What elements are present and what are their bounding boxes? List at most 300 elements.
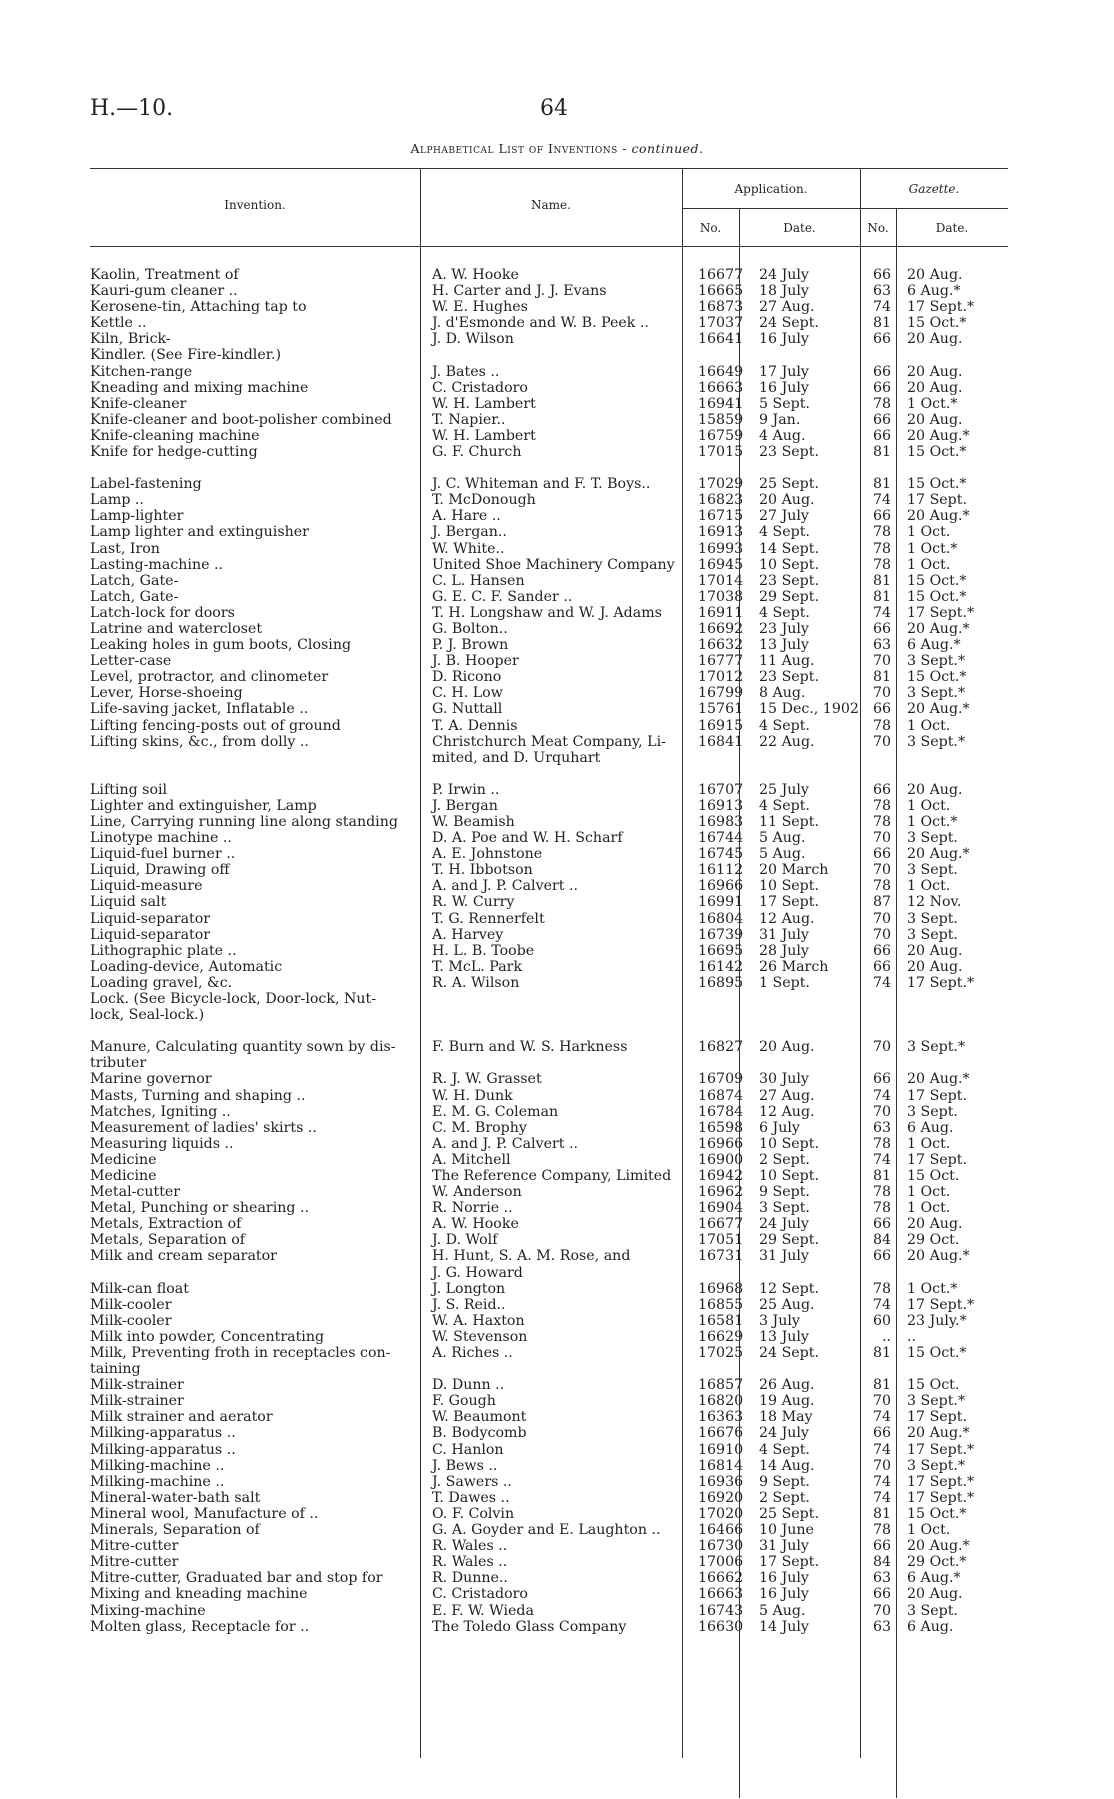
table-row (90, 1442, 1008, 1458)
gazette-number-cell: .. (881, 1328, 891, 1345)
gazette-date-cell: 6 Aug.* (907, 637, 961, 654)
application-date-cell: 2 Sept. (759, 1489, 810, 1506)
name-cell: W. Beaumont (432, 1409, 527, 1426)
table-row (90, 1168, 1008, 1184)
table-row (90, 1425, 1008, 1441)
application-number-cell: 16962 (698, 1184, 744, 1201)
gazette-number-cell: 70 (872, 830, 891, 847)
invention-cell: Lamp .. (90, 492, 144, 509)
col-header-name: Name. (531, 198, 571, 212)
name-cell: G. F. Church (432, 444, 522, 461)
name-cell: H. Hunt, S. A. M. Rose, and (432, 1248, 631, 1265)
gazette-number-cell: 63 (872, 1570, 891, 1587)
invention-cell: Matches, Igniting .. (90, 1103, 231, 1120)
invention-cell: lock, Seal-lock.) (90, 1007, 205, 1024)
table-row (90, 524, 1008, 540)
gazette-date-cell: 17 Sept. (907, 492, 967, 509)
table-row (90, 1361, 1008, 1377)
name-cell: G. A. Goyder and E. Laughton .. (432, 1522, 661, 1539)
name-cell: O. F. Colvin (432, 1505, 515, 1522)
application-date-cell: 3 July (759, 1312, 800, 1329)
invention-cell: Manure, Calculating quantity sown by dis- (90, 1039, 396, 1056)
application-number-cell: 17014 (698, 572, 744, 589)
gazette-number-cell: 78 (872, 524, 891, 541)
application-number-cell: 17012 (698, 669, 744, 686)
application-date-cell: 16 July (759, 331, 809, 348)
name-cell: J. D. Wilson (432, 331, 514, 348)
gazette-date-cell: 1 Oct. (907, 878, 951, 895)
application-number-cell: 16874 (698, 1087, 744, 1104)
name-cell: A. W. Hooke (432, 1216, 519, 1233)
name-cell: R. Norrie .. (432, 1200, 513, 1217)
invention-cell: Liquid-fuel burner .. (90, 846, 236, 863)
table-row (90, 1619, 1008, 1635)
gazette-number-cell: 66 (872, 620, 891, 637)
gazette-date-cell: 20 Aug.* (907, 508, 970, 525)
application-date-cell: 19 Aug. (759, 1393, 815, 1410)
invention-cell: Liquid-separator (90, 926, 211, 943)
gazette-number-cell: 81 (872, 1377, 891, 1394)
application-number-cell: 16968 (698, 1280, 744, 1297)
header-mid-rule (682, 208, 1008, 209)
application-number-cell: 17051 (698, 1232, 744, 1249)
gazette-number-cell (859, 991, 895, 1007)
table-row (90, 1152, 1008, 1168)
table-row (90, 1522, 1008, 1538)
invention-cell: Kiln, Brick- (90, 331, 171, 348)
application-date-cell: 9 Jan. (759, 411, 801, 428)
gazette-date-cell: 20 Aug. (907, 1586, 963, 1603)
col-header-application: Application. (734, 182, 808, 196)
invention-cell: Life-saving jacket, Inflatable .. (90, 701, 309, 718)
invention-cell: Lithographic plate .. (90, 942, 237, 959)
name-cell (420, 991, 694, 1007)
table-row (90, 331, 1008, 347)
gazette-number-cell (859, 1007, 895, 1023)
name-cell: H. L. B. Toobe (432, 942, 535, 959)
gazette-date-cell: 3 Sept.* (907, 1039, 966, 1056)
application-date-cell: 15 Dec., 1902 (759, 701, 859, 718)
application-date-cell: 27 Aug. (759, 1087, 815, 1104)
gazette-date-cell: 17 Sept.* (907, 974, 975, 991)
invention-cell: Milk, Preventing froth in receptacles con- (90, 1345, 391, 1361)
invention-cell: Liquid-measure (90, 878, 203, 895)
invention-cell: Metal, Punching or shearing .. (90, 1200, 309, 1217)
table-row (90, 1297, 1008, 1313)
name-cell: J. S. Reid.. (432, 1296, 506, 1313)
application-number-cell: 16827 (698, 1039, 744, 1056)
invention-cell: Metal-cutter (90, 1184, 181, 1201)
invention-cell: Mitre-cutter (90, 1554, 179, 1571)
gazette-number-cell: 70 (872, 1039, 891, 1056)
name-cell: J. D. Wolf (432, 1232, 498, 1249)
application-number-cell: 17015 (698, 444, 744, 461)
name-cell: T. Dawes .. (432, 1489, 510, 1506)
application-number-cell: 16581 (698, 1312, 744, 1329)
gazette-date-cell (895, 1055, 1007, 1071)
table-row (90, 364, 1008, 380)
application-number-cell: 16745 (698, 846, 744, 863)
gazette-number-cell: 78 (872, 878, 891, 895)
gazette-date-cell (895, 347, 1007, 363)
gazette-number-cell: 66 (872, 701, 891, 718)
col-header-app-date: Date. (783, 221, 816, 235)
name-cell: C. Hanlon (432, 1441, 504, 1458)
gazette-date-cell: 17 Sept.* (907, 1489, 975, 1506)
table-row (90, 444, 1008, 460)
name-cell (420, 347, 694, 363)
application-date-cell: 20 Aug. (759, 492, 815, 509)
invention-cell: Latch, Gate- (90, 572, 179, 589)
name-cell: G. Bolton.. (432, 620, 508, 637)
name-cell: D. Dunn .. (432, 1377, 505, 1394)
application-date-cell: 25 Aug. (759, 1296, 815, 1313)
table-row (90, 669, 1008, 685)
gazette-number-cell: 70 (872, 733, 891, 750)
application-date-cell: 16 July (759, 379, 809, 396)
invention-cell: Mixing-machine (90, 1602, 206, 1619)
gazette-number-cell: 70 (872, 862, 891, 879)
application-number-cell: 16598 (698, 1119, 744, 1136)
gazette-number-cell: 74 (872, 604, 891, 621)
table-row (90, 1554, 1008, 1570)
gazette-date-cell: 29 Oct. (907, 1232, 960, 1249)
invention-cell: taining (90, 1361, 141, 1378)
table-row (90, 943, 1008, 959)
invention-cell: Marine governor (90, 1071, 212, 1088)
name-cell: J. B. Hooper (432, 653, 519, 670)
name-cell: United Shoe Machinery Company (432, 556, 675, 573)
invention-cell: Milking-machine .. (90, 1473, 225, 1490)
gazette-date-cell: 12 Nov. (907, 894, 962, 911)
invention-cell: Knife-cleaner (90, 395, 187, 412)
invention-cell: Molten glass, Receptacle for .. (90, 1618, 310, 1635)
application-date-cell: 8 Aug. (759, 685, 806, 702)
application-number-cell: 16630 (698, 1618, 744, 1635)
application-number-cell: 16945 (698, 556, 744, 573)
table-row (90, 1071, 1008, 1087)
application-number-cell: 15761 (698, 701, 744, 718)
table-row (90, 299, 1008, 315)
name-cell: W. Anderson (432, 1184, 522, 1201)
gazette-number-cell: 81 (872, 1167, 891, 1184)
gazette-number-cell: 63 (872, 1618, 891, 1635)
gazette-number-cell: 87 (872, 894, 891, 911)
invention-cell: Lifting fencing-posts out of ground (90, 717, 341, 734)
name-cell: C. L. Hansen (432, 572, 525, 589)
table-row (90, 1184, 1008, 1200)
gazette-number-cell: 63 (872, 283, 891, 300)
gazette-date-cell: 1 Oct. (907, 797, 951, 814)
gazette-number-cell: 66 (872, 942, 891, 959)
table-row (90, 1474, 1008, 1490)
gazette-number-cell: 74 (872, 1409, 891, 1426)
invention-cell: Metals, Separation of (90, 1232, 246, 1249)
invention-cell: Medicine (90, 1151, 157, 1168)
application-date-cell: 5 Aug. (759, 1602, 806, 1619)
header-top-rule (90, 168, 1008, 169)
gazette-date-cell: 3 Sept. (907, 1103, 958, 1120)
invention-cell: Kauri-gum cleaner .. (90, 283, 238, 300)
application-number-cell: 16641 (698, 331, 744, 348)
name-cell: W. A. Haxton (432, 1312, 525, 1329)
application-date-cell: 27 Aug. (759, 299, 815, 316)
table-row (90, 1458, 1008, 1474)
table-row (90, 573, 1008, 589)
name-cell: P. J. Brown (432, 637, 509, 654)
invention-cell: Knife-cleaner and boot-polisher combined (90, 411, 392, 428)
gazette-number-cell: 70 (872, 910, 891, 927)
gazette-date-cell: 1 Oct.* (907, 540, 958, 557)
table-row (90, 283, 1008, 299)
application-date-cell: 13 July (759, 637, 809, 654)
name-cell: T. McDonough (432, 492, 536, 509)
application-date-cell: 16 July (759, 1586, 809, 1603)
application-number-cell: 16632 (698, 637, 744, 654)
gazette-date-cell: 15 Oct.* (907, 588, 967, 605)
name-cell: A. E. Johnstone (432, 846, 543, 863)
table-row (90, 428, 1008, 444)
application-date-cell: 6 July (759, 1119, 800, 1136)
application-date-cell (751, 1265, 859, 1281)
table-row (90, 541, 1008, 557)
application-date-cell: 24 July (759, 1216, 809, 1233)
gazette-date-cell: 20 Aug.* (907, 620, 970, 637)
gazette-number-cell: 78 (872, 797, 891, 814)
application-date-cell: 9 Sept. (759, 1184, 810, 1201)
application-number-cell: 16730 (698, 1538, 744, 1555)
gazette-number-cell (859, 1265, 895, 1281)
gazette-date-cell: 6 Aug. (907, 1119, 954, 1136)
gazette-date-cell: 1 Oct. (907, 1522, 951, 1539)
application-number-cell: 16841 (698, 733, 744, 750)
application-date-cell: 20 March (759, 862, 829, 879)
application-number-cell: 16759 (698, 427, 744, 444)
application-date-cell: 14 Sept. (759, 540, 819, 557)
gazette-date-cell: 1 Oct. (907, 524, 951, 541)
caption-main: Alphabetical List of Inventions (410, 141, 618, 156)
gazette-number-cell: 70 (872, 1393, 891, 1410)
invention-cell: Kitchen-range (90, 363, 193, 380)
application-number-cell: 16991 (698, 894, 744, 911)
invention-cell: Latch, Gate- (90, 588, 179, 605)
page-number: 64 (540, 96, 568, 121)
invention-cell: Mineral-water-bath salt (90, 1489, 261, 1506)
table-row (90, 380, 1008, 396)
group-spacer (90, 766, 1008, 782)
table-row (90, 1120, 1008, 1136)
invention-cell: Kneading and mixing machine (90, 379, 309, 396)
table-row (90, 1377, 1008, 1393)
table-row (90, 830, 1008, 846)
gazette-date-cell: 6 Aug.* (907, 283, 961, 300)
caption-dash: - (617, 141, 632, 156)
gazette-number-cell: 60 (872, 1312, 891, 1329)
table-row (90, 315, 1008, 331)
gazette-number-cell: 81 (872, 315, 891, 332)
application-date-cell: 20 Aug. (759, 1039, 815, 1056)
application-number-cell: 16676 (698, 1425, 744, 1442)
gazette-date-cell: 6 Aug.* (907, 1570, 961, 1587)
table-row (90, 476, 1008, 492)
table-row (90, 975, 1008, 991)
application-number-cell: 16663 (698, 1586, 744, 1603)
application-date-cell: 25 Sept. (759, 476, 819, 493)
invention-cell: Loading-device, Automatic (90, 958, 283, 975)
table-row (90, 605, 1008, 621)
name-cell: F. Burn and W. S. Harkness (432, 1039, 628, 1056)
invention-cell: Kaolin, Treatment of (90, 267, 239, 283)
invention-cell: Liquid, Drawing off (90, 862, 230, 879)
table-row (90, 1345, 1008, 1361)
gazette-number-cell: 84 (872, 1554, 891, 1571)
invention-cell: Milking-apparatus .. (90, 1441, 236, 1458)
name-cell: T. McL. Park (432, 958, 523, 975)
gazette-date-cell: 20 Aug.* (907, 1071, 970, 1088)
table-row (90, 492, 1008, 508)
name-cell: T. A. Dennis (432, 717, 518, 734)
application-number-cell: 16942 (698, 1167, 744, 1184)
gazette-date-cell: 23 July.* (907, 1312, 967, 1329)
application-date-cell: 30 July (759, 1071, 809, 1088)
table-row (90, 589, 1008, 605)
gazette-date-cell: 15 Oct.* (907, 1505, 967, 1522)
gazette-number-cell: 78 (872, 1280, 891, 1297)
application-date-cell (751, 1007, 859, 1023)
gazette-number-cell: 66 (872, 331, 891, 348)
application-number-cell: 16744 (698, 830, 744, 847)
name-cell: W. H. Dunk (432, 1087, 513, 1104)
invention-cell: Measurement of ladies' skirts .. (90, 1119, 317, 1136)
application-number-cell: 16777 (698, 653, 744, 670)
gazette-date-cell: 20 Aug. (907, 411, 963, 428)
application-date-cell: 31 July (759, 926, 809, 943)
invention-cell: Milk-strainer (90, 1393, 184, 1410)
gazette-date-cell: 17 Sept. (907, 1087, 967, 1104)
invention-cell: Linotype machine .. (90, 830, 232, 847)
table-row (90, 750, 1008, 766)
invention-cell: Mixing and kneading machine (90, 1586, 308, 1603)
table-row (90, 1055, 1008, 1071)
gazette-date-cell: 1 Oct. (907, 1135, 951, 1152)
gazette-date-cell: 15 Oct.* (907, 1345, 967, 1361)
table-row (90, 1281, 1008, 1297)
invention-cell (90, 750, 420, 766)
application-date-cell: 5 Aug. (759, 846, 806, 863)
gazette-date-cell (895, 750, 1007, 766)
gazette-date-cell: 20 Aug. (907, 958, 963, 975)
gazette-number-cell: 74 (872, 1087, 891, 1104)
name-cell: H. Carter and J. J. Evans (432, 283, 607, 300)
invention-cell: Last, Iron (90, 540, 160, 557)
application-number-cell: 16857 (698, 1377, 744, 1394)
table-row (90, 1393, 1008, 1409)
gazette-date-cell: 20 Aug.* (907, 1248, 970, 1265)
application-number-cell: 16695 (698, 942, 744, 959)
table-row (90, 1329, 1008, 1345)
table-row (90, 814, 1008, 830)
gazette-number-cell: 74 (872, 1473, 891, 1490)
name-cell: W. Stevenson (432, 1328, 528, 1345)
name-cell: A. Hare .. (432, 508, 501, 525)
gazette-date-cell: 20 Aug. (907, 1216, 963, 1233)
gazette-date-cell: 1 Oct.* (907, 395, 958, 412)
invention-cell: Kettle .. (90, 315, 147, 332)
gazette-number-cell: 66 (872, 1071, 891, 1088)
gazette-number-cell: 66 (872, 411, 891, 428)
gazette-number-cell (859, 1055, 895, 1071)
gazette-number-cell: 74 (872, 1151, 891, 1168)
gazette-number-cell: 63 (872, 1119, 891, 1136)
gazette-number-cell (859, 750, 895, 766)
application-number-cell: 16665 (698, 283, 744, 300)
application-date-cell (751, 991, 859, 1007)
gazette-date-cell: 20 Aug.* (907, 1538, 970, 1555)
gazette-date-cell: 20 Aug. (907, 942, 963, 959)
invention-cell: Milk into powder, Concentrating (90, 1328, 325, 1345)
gazette-date-cell: 20 Aug. (907, 267, 963, 283)
gazette-number-cell: 70 (872, 685, 891, 702)
application-number-cell: 16112 (698, 862, 744, 879)
name-cell: T. Napier.. (432, 411, 506, 428)
gazette-date-cell: 20 Aug.* (907, 846, 970, 863)
col-header-invention: Invention. (224, 198, 286, 212)
gazette-number-cell: 70 (872, 926, 891, 943)
name-cell: C. Cristadoro (432, 379, 528, 396)
name-cell: E. M. G. Coleman (432, 1103, 559, 1120)
table-row (90, 412, 1008, 428)
name-cell: C. Cristadoro (432, 1586, 528, 1603)
gazette-number-cell: 66 (872, 267, 891, 283)
application-number-cell: 16814 (698, 1457, 744, 1474)
name-cell: G. E. C. F. Sander .. (432, 588, 573, 605)
application-date-cell: 12 Aug. (759, 1103, 815, 1120)
invention-cell: Lasting-machine .. (90, 556, 224, 573)
application-date-cell: 25 July (759, 781, 809, 798)
gazette-date-cell: 3 Sept. (907, 926, 958, 943)
gazette-number-cell: 81 (872, 1345, 891, 1361)
application-number-cell: 16983 (698, 814, 744, 830)
group-spacer (90, 1023, 1008, 1039)
name-cell: J. G. Howard (432, 1264, 523, 1281)
name-cell: J. Bews .. (432, 1457, 498, 1474)
invention-cell: Loading gravel, &c. (90, 974, 233, 991)
gazette-number-cell (859, 1361, 895, 1377)
invention-cell: Lamp lighter and extinguisher (90, 524, 309, 541)
gazette-number-cell: 78 (872, 814, 891, 830)
application-number-cell: 16743 (698, 1602, 744, 1619)
invention-cell: Milk and cream separator (90, 1248, 277, 1265)
invention-cell: Milking-apparatus .. (90, 1425, 236, 1442)
application-number-cell: 16900 (698, 1151, 744, 1168)
gazette-number-cell: 66 (872, 508, 891, 525)
application-number-cell: 16895 (698, 974, 744, 991)
application-number-cell (694, 1055, 751, 1071)
gazette-date-cell: 15 Oct.* (907, 572, 967, 589)
gazette-date-cell: 1 Oct.* (907, 814, 958, 830)
table-row (90, 621, 1008, 637)
name-cell: J. Longton (432, 1280, 506, 1297)
gazette-number-cell: 66 (872, 1216, 891, 1233)
table-row (90, 1538, 1008, 1554)
application-number-cell (694, 1361, 751, 1377)
gazette-date-cell: 20 Aug.* (907, 701, 970, 718)
name-cell: R. Wales .. (432, 1538, 508, 1555)
application-date-cell: 2 Sept. (759, 1151, 810, 1168)
invention-cell: Kerosene-tin, Attaching tap to (90, 299, 307, 316)
gazette-date-cell (895, 991, 1007, 1007)
application-date-cell: 10 Sept. (759, 1135, 819, 1152)
